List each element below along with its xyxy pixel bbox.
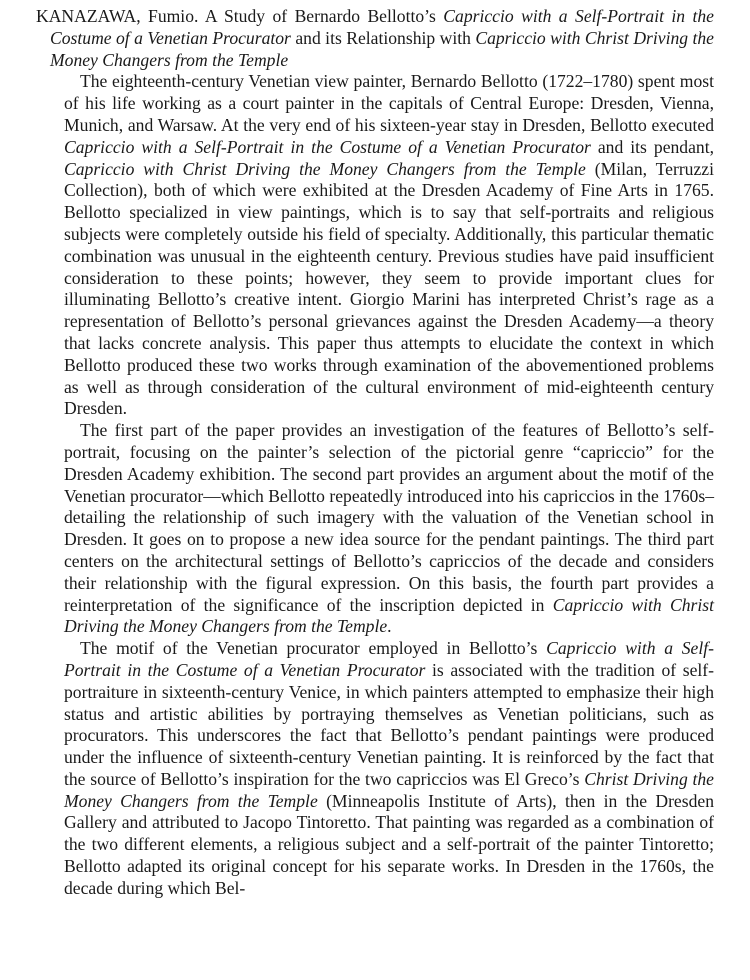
abstract-paragraph-2 [36, 420, 714, 638]
entry-title-part: and its Relationship with [290, 27, 476, 48]
paragraph-run: (Milan, Terruzzi Collection), both of which were exhibited at the Dresden Academy of Fine Arts in 1765. Bellotto specialized in view paintings, which is to say that self-portraits and religious subjects were completely outside his field of specialty. Additionally, this particular thematic combination was unusual in the eighteenth century. Previous studies have paid insufficient consideration to these points; however, they seem to provide important clues for illuminating Bellotto’s creative intent. Giorgio Marini has interpreted Christ’s rage as a representation of Bellotto’s personal grievances against the Dresden Academy—a theory that lacks concrete analysis. This paper thus attempts to elucidate the context in which Bellotto produced these two works through examination of the abovementioned problems as well as through consideration of the cultural environment of mid-eighteenth century Dresden. [64, 158, 714, 419]
paragraph-run: Christ Driving the Money Changers from the Temple [64, 768, 714, 811]
paragraph-run: Capriccio with a Self-Portrait in the Costume of a Venetian Procurator [64, 638, 714, 680]
entry-title-part: A Study of Bernardo Bellotto’s [204, 6, 444, 26]
paragraph-run: Capriccio with Christ Driving the Money Changers from the Temple [64, 594, 714, 637]
paragraph-run: The first part of the paper provides an investigation of the features of Bellotto’s self-portrait, focusing on the painter’s selection of the pictorial genre “capriccio” for the Dresden Academy exhibition. The second part provides an argument about the motif of the Venetian procurator—which Bellotto repeatedly introduced into his capriccios in the 1760s–detailing the relationship of such imagery with the valuation of the Venetian school in Dresden. It goes on to propose a new idea source for the pendant paintings. The third part centers on the architectural settings of Bellotto’s capriccios of the decade and considers their relationship with the figural expression. On this basis, the fourth part provides a reinterpretation of the significance of the inscription depicted in [64, 420, 714, 615]
entry-title-part: Capriccio with a Self-Portrait in the Costume of a Venetian Procurator [50, 6, 714, 48]
entry-author: KANAZAWA, Fumio. [36, 6, 199, 26]
paragraph-run: Capriccio with Christ Driving the Money Changers from the Temple [64, 158, 586, 179]
paragraph-run: (Minneapolis Institute of Arts), then in the Dresden Gallery and attributed to Jacopo Tintoretto. That painting was regarded as a combination of the two different elements, a religious subject and a self-portrait of the painter Tintoretto; Bellotto adapted its original concept for his separate works. In Dresden in the 1760s, the decade during which Bel- [64, 790, 714, 898]
paragraph-run: . [387, 616, 392, 637]
paragraph-run: is associated with the tradition of self-portraiture in sixteenth-century Venice, in which painters attempted to emphasize their high status and artistic abilities by portraying themselves as Venetian politicians, such as procurators. This underscores the fact that Bellotto’s pendant paintings were produced under the influence of sixteenth-century Venetian painting. It is reinforced by the fact that the source of Bellotto’s inspiration for the two capriccios was El Greco’s [64, 659, 715, 789]
paragraph-run: The eighteenth-century Venetian view painter, Bernardo Bellotto (1722–1780) spent most of his life working as a court painter in the capitals of Central Europe: Dresden, Vienna, Munich, and Warsaw. At the very end of his sixteen-year stay in Dresden, Bellotto executed [64, 71, 714, 135]
entry-heading [36, 6, 714, 71]
paragraph-run: and its pendant, [590, 136, 714, 157]
paragraph-run: The motif of the Venetian procurator employed in Bellotto’s [80, 638, 547, 659]
abstract-paragraph-1 [36, 71, 714, 420]
entry-title-part: Capriccio with Christ Driving the Money Changers from the Temple [50, 27, 714, 70]
paragraph-run: Capriccio with a Self-Portrait in the Costume of a Venetian Procurator [64, 136, 591, 157]
abstract-paragraph-3 [36, 638, 714, 900]
